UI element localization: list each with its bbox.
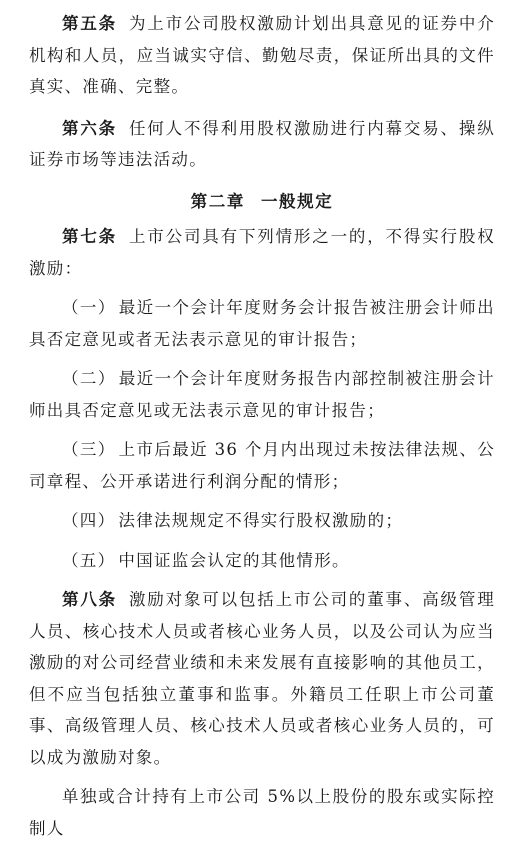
item-number: （四） [62,511,116,530]
item-text: 上市后最近 36 个月内出现过未按法律法规、公司章程、公开承诺进行利润分配的情形； [29,440,495,491]
item-text: 法律法规规定不得实行股权激励的； [118,511,404,530]
article-number: 第七条 [62,227,117,246]
article-number: 第五条 [62,14,117,33]
article-text: 为上市公司股权激励计划出具意见的证券中介机构和人员，应当诚实守信、勤勉尽责，保证所出具的文件真实、准确、完整。 [29,14,495,96]
article-number: 第八条 [62,590,117,609]
article-text: 任何人不得利用股权激励进行内幕交易、操纵证券市场等违法活动。 [29,118,495,169]
item-number: （三） [62,440,116,459]
item-text: 中国证监会认定的其他情形。 [118,550,350,570]
chapter-number: 第二章 [190,191,245,211]
article-6 [29,113,495,176]
list-item [29,363,495,426]
article-text: 激励对象可以包括上市公司的董事、高级管理人员、核心技术人员或者核心业务人员，以及公司认为应当激励的对公司经营业绩和未来发展有直接影响的其他员工，但不应当包括独立董事和监事。外籍员工任职上市公司董事、高级管理人员、核心技术人员或者核心业务人员的，可以成为激励对象。 [29,590,495,767]
list-item [29,292,495,355]
article-number: 第六条 [62,118,117,138]
article-7 [29,221,495,284]
item-text: 最近一个会计年度财务会计报告被注册会计师出具否定意见或者无法表示意见的审计报告； [29,298,495,349]
list-item [29,545,495,577]
item-number: （一） [62,298,116,317]
list-item [29,505,495,537]
list-item [29,434,495,497]
item-number: （五） [62,550,116,570]
chapter-heading [29,186,495,218]
item-text: 最近一个会计年度财务报告内部控制被注册会计师出具否定意见或无法表示意见的审计报告； [29,369,495,420]
article-8-continuation [29,781,495,844]
chapter-title: 一般规定 [260,191,334,211]
article-8 [29,584,495,773]
item-number: （二） [62,369,116,388]
article-text: 单独或合计持有上市公司 5%以上股份的股东或实际控制人 [29,787,495,838]
article-text: 上市公司具有下列情形之一的，不得实行股权激励： [29,227,495,278]
article-5 [29,8,495,103]
